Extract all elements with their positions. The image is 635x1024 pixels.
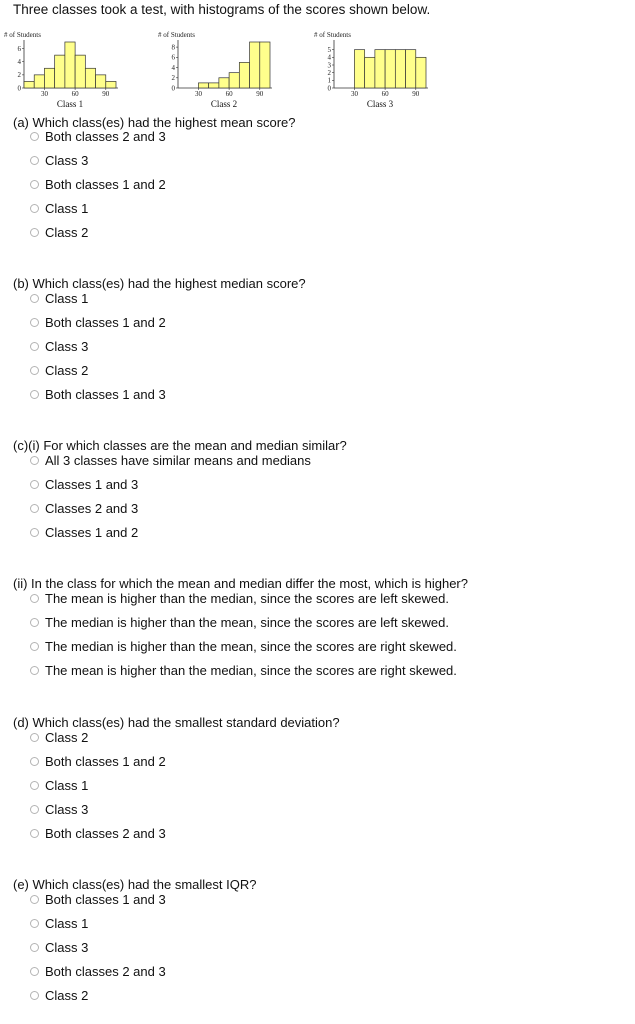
y-axis-label: # of Students <box>314 31 351 39</box>
option-label: Both classes 2 and 3 <box>45 826 166 841</box>
x-tick-label: 30 <box>40 90 48 98</box>
option-a-5[interactable] <box>30 225 88 240</box>
option-label: Classes 1 and 2 <box>45 525 139 540</box>
histogram-bar <box>34 75 44 88</box>
x-tick-label: 90 <box>102 90 110 98</box>
option-label: The median is higher than the mean, since the scores are right skewed. <box>45 639 457 654</box>
radio-icon[interactable] <box>30 618 39 627</box>
y-tick-label: 6 <box>17 44 21 53</box>
y-tick-label: 0 <box>171 84 175 93</box>
question-e: (e) Which class(es) had the smallest IQR? <box>13 877 257 892</box>
option-cii-4[interactable] <box>30 663 457 678</box>
question-d: (d) Which class(es) had the smallest standard deviation? <box>13 715 340 730</box>
question-c-i: (c)(i) For which classes are the mean and median similar? <box>13 438 347 453</box>
option-label: Class 3 <box>45 940 89 955</box>
option-label: Class 2 <box>45 730 89 745</box>
histogram-bar <box>250 42 260 88</box>
chart-title: Class 2 <box>210 99 238 109</box>
option-d-4[interactable] <box>30 802 88 817</box>
y-tick-label: 2 <box>327 68 331 77</box>
radio-icon[interactable] <box>30 366 39 375</box>
option-label: Class 3 <box>45 802 89 817</box>
option-label: Class 1 <box>45 916 89 931</box>
histogram-class-3 <box>314 28 474 114</box>
radio-icon[interactable] <box>30 642 39 651</box>
option-c-1[interactable] <box>30 453 311 468</box>
option-label: Both classes 1 and 3 <box>45 387 166 402</box>
radio-icon[interactable] <box>30 895 39 904</box>
option-label: Both classes 1 and 3 <box>45 892 166 907</box>
option-label: Classes 1 and 3 <box>45 477 139 492</box>
histogram-class-1 <box>4 28 164 114</box>
option-label: Both classes 2 and 3 <box>45 964 166 979</box>
option-b-2[interactable] <box>30 315 166 330</box>
question-b: (b) Which class(es) had the highest median score? <box>13 276 306 291</box>
option-c-4[interactable] <box>30 525 138 540</box>
histogram-bar <box>354 50 364 88</box>
histogram-bar <box>416 57 426 88</box>
x-tick-label: 60 <box>71 90 79 98</box>
option-label: Class 2 <box>45 225 89 240</box>
y-tick-label: 4 <box>17 58 21 67</box>
histogram-class-1-svg <box>4 28 164 114</box>
histogram-bar <box>385 50 395 88</box>
option-cii-2[interactable] <box>30 615 449 630</box>
x-tick-label: 90 <box>256 90 264 98</box>
question-a: (a) Which class(es) had the highest mean score? <box>13 115 296 130</box>
histogram-bar <box>75 55 85 88</box>
option-d-5[interactable] <box>30 826 166 841</box>
histogram-bar <box>229 73 239 88</box>
histogram-bar <box>260 42 270 88</box>
radio-icon[interactable] <box>30 342 39 351</box>
y-tick-label: 6 <box>171 53 175 62</box>
histogram-bar <box>395 50 405 88</box>
option-d-1[interactable] <box>30 730 88 745</box>
radio-icon[interactable] <box>30 943 39 952</box>
radio-icon[interactable] <box>30 480 39 489</box>
option-e-2[interactable] <box>30 916 88 931</box>
histogram-class-2-svg <box>158 28 318 114</box>
histogram-bar <box>85 68 95 88</box>
option-c-2[interactable] <box>30 477 138 492</box>
radio-icon[interactable] <box>30 781 39 790</box>
radio-icon[interactable] <box>30 594 39 603</box>
option-d-2[interactable] <box>30 754 166 769</box>
option-a-2[interactable] <box>30 153 88 168</box>
option-label: Class 3 <box>45 339 89 354</box>
y-axis-label: # of Students <box>158 31 195 39</box>
option-cii-3[interactable] <box>30 639 457 654</box>
option-d-3[interactable] <box>30 778 88 793</box>
option-a-4[interactable] <box>30 201 88 216</box>
histogram-class-2 <box>158 28 318 114</box>
radio-icon[interactable] <box>30 180 39 189</box>
option-label: The mean is higher than the median, since the scores are left skewed. <box>45 591 449 606</box>
radio-icon[interactable] <box>30 456 39 465</box>
y-tick-label: 8 <box>171 43 175 52</box>
x-tick-label: 30 <box>194 90 202 98</box>
radio-icon[interactable] <box>30 829 39 838</box>
histogram-bar <box>365 57 375 88</box>
option-cii-1[interactable] <box>30 591 449 606</box>
radio-icon[interactable] <box>30 991 39 1000</box>
histogram-bar <box>44 68 54 88</box>
radio-icon[interactable] <box>30 757 39 766</box>
y-tick-label: 2 <box>171 74 175 83</box>
histogram-bar <box>65 42 75 88</box>
intro-text: Three classes took a test, with histograms of the scores shown below. <box>13 2 431 17</box>
x-tick-label: 90 <box>412 90 420 98</box>
option-label: The median is higher than the mean, since the scores are left skewed. <box>45 615 449 630</box>
option-b-1[interactable] <box>30 291 88 306</box>
option-label: Class 1 <box>45 778 89 793</box>
histogram-bar <box>24 81 34 88</box>
y-tick-label: 1 <box>327 76 331 85</box>
radio-icon[interactable] <box>30 805 39 814</box>
histogram-bar <box>209 83 219 88</box>
radio-icon[interactable] <box>30 390 39 399</box>
y-tick-label: 2 <box>17 71 21 80</box>
histogram-bar <box>219 78 229 88</box>
histogram-class-3-svg <box>314 28 474 114</box>
option-label: All 3 classes have similar means and medians <box>45 453 311 468</box>
y-tick-label: 0 <box>17 84 21 93</box>
option-label: Both classes 2 and 3 <box>45 129 166 144</box>
option-e-4[interactable] <box>30 964 166 979</box>
option-b-5[interactable] <box>30 387 166 402</box>
option-e-5[interactable] <box>30 988 88 1003</box>
option-label: Class 3 <box>45 153 89 168</box>
option-label: Both classes 1 and 2 <box>45 315 166 330</box>
x-tick-label: 30 <box>350 90 358 98</box>
histogram-bar <box>375 50 385 88</box>
x-tick-label: 60 <box>225 90 233 98</box>
option-label: Classes 2 and 3 <box>45 501 139 516</box>
option-label: Class 1 <box>45 201 89 216</box>
y-axis-label: # of Students <box>4 31 41 39</box>
option-label: Class 2 <box>45 363 89 378</box>
radio-icon[interactable] <box>30 666 39 675</box>
option-label: Class 2 <box>45 988 89 1003</box>
histogram-bar <box>406 50 416 88</box>
y-tick-label: 5 <box>327 45 331 54</box>
radio-icon[interactable] <box>30 504 39 513</box>
radio-icon[interactable] <box>30 156 39 165</box>
y-tick-label: 4 <box>327 53 331 62</box>
radio-icon[interactable] <box>30 228 39 237</box>
radio-icon[interactable] <box>30 204 39 213</box>
option-label: Both classes 1 and 2 <box>45 177 166 192</box>
option-label: Class 1 <box>45 291 89 306</box>
x-tick-label: 60 <box>381 90 389 98</box>
radio-icon[interactable] <box>30 733 39 742</box>
option-a-3[interactable] <box>30 177 166 192</box>
question-c-ii: (ii) In the class for which the mean and median differ the most, which is higher? <box>13 576 468 591</box>
option-b-3[interactable] <box>30 339 88 354</box>
radio-icon[interactable] <box>30 967 39 976</box>
histogram-bar <box>96 75 106 88</box>
chart-title: Class 1 <box>56 99 84 109</box>
option-c-3[interactable] <box>30 501 138 516</box>
radio-icon[interactable] <box>30 528 39 537</box>
histogram-bar <box>55 55 65 88</box>
histogram-bar <box>239 62 249 88</box>
y-tick-label: 3 <box>327 61 331 70</box>
histogram-bar <box>198 83 208 88</box>
histogram-bar <box>106 81 116 88</box>
radio-icon[interactable] <box>30 318 39 327</box>
option-b-4[interactable] <box>30 363 88 378</box>
radio-icon[interactable] <box>30 919 39 928</box>
y-tick-label: 4 <box>171 63 175 72</box>
y-tick-label: 0 <box>327 84 331 93</box>
option-e-1[interactable] <box>30 892 166 907</box>
option-e-3[interactable] <box>30 940 88 955</box>
option-a-1[interactable] <box>30 129 166 144</box>
option-label: The mean is higher than the median, since the scores are right skewed. <box>45 663 457 678</box>
option-label: Both classes 1 and 2 <box>45 754 166 769</box>
chart-title: Class 3 <box>366 99 394 109</box>
radio-icon[interactable] <box>30 294 39 303</box>
radio-icon[interactable] <box>30 132 39 141</box>
